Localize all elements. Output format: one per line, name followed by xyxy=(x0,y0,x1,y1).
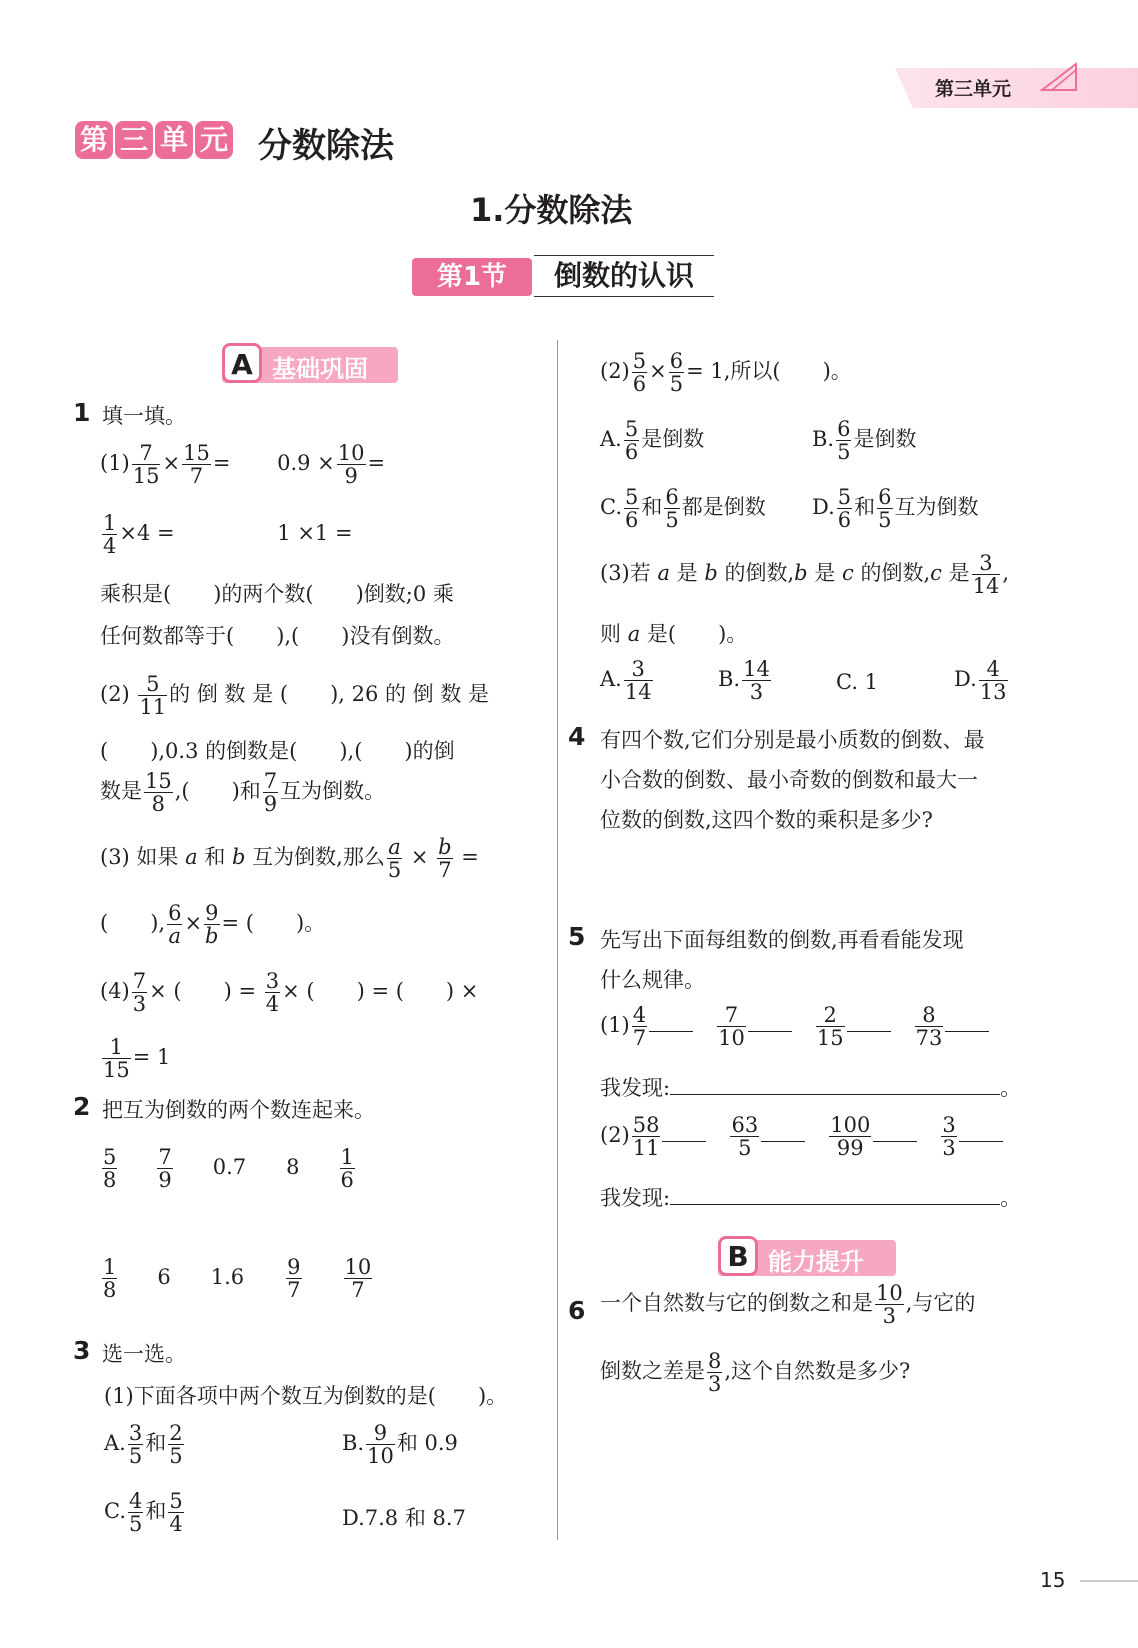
number: 8 xyxy=(286,1155,300,1180)
q2-title: 把互为倒数的两个数连起来。 xyxy=(102,1098,375,1122)
fraction: $\frac{14}{3}$ xyxy=(743,657,770,705)
fraction: $\frac{2}{5}$ xyxy=(169,1421,183,1469)
fraction: $\frac{4}{13}$ xyxy=(979,657,1007,705)
denominator: 7 xyxy=(189,464,204,489)
text: 是 xyxy=(676,561,698,586)
part-a-letter: A xyxy=(222,343,262,383)
fraction xyxy=(144,770,173,815)
q3-part3-line1: (3)若 a 是 b 的倒数,b 是 c 的倒数,c 是 $\frac{3}{14}$ , xyxy=(600,551,1010,599)
text: 是( )。 xyxy=(646,622,748,646)
denominator: 3 xyxy=(708,1372,722,1397)
fraction: $\frac{a}{5}$ xyxy=(387,835,402,883)
fraction: $\frac{5}{6}$ xyxy=(624,417,639,465)
denominator: 9 xyxy=(344,464,358,489)
fraction xyxy=(286,1256,301,1301)
q2-row1 xyxy=(100,1146,357,1191)
numerator: 1 xyxy=(103,511,117,535)
numerator: 1 xyxy=(340,1145,354,1169)
text: 我发现: xyxy=(600,1186,671,1210)
fraction xyxy=(337,442,366,487)
q1-line1: (1) $\frac{7}{15}$ × $\frac{15}{7}$ = 0.9 × $\frac{10}{9}$ = xyxy=(100,441,386,489)
question-number: 5 xyxy=(568,922,586,951)
fraction xyxy=(816,1004,845,1049)
fraction: $\frac{1}{15}$ xyxy=(103,1035,130,1083)
number: 0.7 xyxy=(212,1155,247,1180)
numerator: 3 xyxy=(942,1113,956,1137)
numerator: 10 xyxy=(337,441,365,465)
denominator: 11 xyxy=(139,695,167,720)
fraction xyxy=(263,770,278,815)
q5-line: 什么规律。 xyxy=(600,968,705,992)
question-number: 3 xyxy=(73,1336,91,1365)
answer-blank[interactable] xyxy=(847,1031,891,1032)
answer-blank[interactable] xyxy=(662,1141,706,1142)
q3-part3-line2: 则 a 是( )。 xyxy=(600,622,748,646)
text: 都是倒数 xyxy=(681,495,766,520)
fraction: $\frac{6}{5}$ xyxy=(665,485,679,533)
q3-option-d: D.7.8 和 8.7 xyxy=(342,1506,466,1530)
ruler-icon xyxy=(1040,62,1080,94)
fraction: $\frac{4}{5}$ xyxy=(129,1489,143,1537)
q1-part3-line2: ( ), $\frac{6}{a}$ × $\frac{9}{b}$ = ( )。 xyxy=(100,901,326,949)
fraction xyxy=(707,1350,722,1395)
denominator: 9 xyxy=(263,792,278,817)
q1-title: 填一填。 xyxy=(102,404,186,428)
answer-line[interactable] xyxy=(670,1204,1000,1205)
numerator: 5 xyxy=(103,1145,117,1169)
numerator: 4 xyxy=(632,1003,647,1027)
fraction xyxy=(717,1004,746,1049)
expression: ×4 = xyxy=(119,521,175,546)
q4-line: 小合数的倒数、最小奇数的倒数和最大一 xyxy=(600,768,978,792)
text: 互为倒数。 xyxy=(280,779,386,804)
section-badge: 第1节 xyxy=(412,258,532,296)
q3-part1: (1)下面各项中两个数互为倒数的是( )。 xyxy=(104,1384,508,1408)
fraction xyxy=(344,1256,373,1301)
numerator: 2 xyxy=(816,1004,845,1027)
fraction xyxy=(632,1004,647,1049)
text: = 1,所以( )。 xyxy=(686,359,852,384)
text: 和 xyxy=(204,845,226,870)
fraction: $\frac{5}{6}$ xyxy=(625,485,639,533)
answer-blank[interactable] xyxy=(873,1141,917,1142)
denominator: 6 xyxy=(340,1168,354,1193)
fraction xyxy=(132,442,161,487)
denominator: 8 xyxy=(151,792,166,817)
q1-line2 xyxy=(100,512,353,557)
text: ( ), xyxy=(100,911,166,936)
fraction xyxy=(157,1146,172,1191)
fraction xyxy=(875,1282,904,1327)
page-number: 15 xyxy=(1040,1568,1066,1592)
question-number: 6 xyxy=(568,1296,586,1325)
q1-part2-line2: ( ),0.3 的倒数是( ),( )的倒 xyxy=(100,739,455,763)
fraction: $\frac{6}{5}$ xyxy=(669,349,684,397)
q1-part2-line1 xyxy=(100,673,489,718)
answer-blank[interactable] xyxy=(761,1141,805,1142)
denominator: 4 xyxy=(103,534,117,559)
denominator: 73 xyxy=(915,1026,943,1051)
q1-part3-line1: (3) 如果 a 和 b 互为倒数,那么 $\frac{a}{5}$ × $\frac{b}{7}$ = xyxy=(100,835,479,883)
q6-line2 xyxy=(600,1350,910,1395)
text: = 1 xyxy=(132,1045,171,1070)
numerator: 9 xyxy=(287,1255,301,1279)
text: (3) 如果 xyxy=(100,845,179,870)
q3-option-a: A. $\frac{3}{5}$ 和 $\frac{2}{5}$ xyxy=(104,1421,183,1469)
text: 我发现: xyxy=(600,1076,671,1100)
number: 6 xyxy=(157,1265,171,1290)
denominator: 15 xyxy=(132,464,160,489)
denominator: 3 xyxy=(882,1304,897,1329)
fraction: $\frac{5}{6}$ xyxy=(632,349,647,397)
numerator: 63 xyxy=(731,1113,759,1137)
text: 的倒数, xyxy=(860,561,931,586)
answer-blank[interactable] xyxy=(959,1141,1003,1142)
numerator: 5 xyxy=(138,673,167,696)
part-label: (4) xyxy=(100,979,130,1004)
fraction: $\frac{6}{5}$ xyxy=(837,417,851,465)
fraction: $\frac{3}{4}$ xyxy=(265,969,280,1017)
question-number: 2 xyxy=(73,1092,91,1121)
q3-part3-option-d: D. $\frac{4}{13}$ xyxy=(954,657,1007,705)
denominator: 8 xyxy=(103,1278,117,1303)
q3-option-b: B. $\frac{9}{10}$ 和 0.9 xyxy=(342,1421,458,1469)
fraction: $\frac{b}{7}$ xyxy=(438,835,452,883)
q3-part3-option-c: C. 1 xyxy=(836,670,879,694)
q6-line1 xyxy=(600,1282,975,1327)
fraction xyxy=(941,1114,956,1159)
q3-part3-option-b: B. $\frac{14}{3}$ xyxy=(718,657,770,705)
answer-blank[interactable] xyxy=(748,1031,792,1032)
answer-blank[interactable] xyxy=(945,1031,989,1032)
part-label: (2) xyxy=(100,682,130,707)
q3-title: 选一选。 xyxy=(102,1342,186,1366)
q3-part2-option-b: B. $\frac{6}{5}$ 是倒数 xyxy=(812,417,917,465)
fraction: $\frac{7}{3}$ xyxy=(132,969,147,1017)
denominator: 3 xyxy=(942,1136,956,1161)
fraction: $\frac{3}{14}$ xyxy=(972,551,1000,599)
header-ribbon xyxy=(895,68,1138,108)
numerator: 7 xyxy=(132,442,161,465)
part-b-title: 能力提升 xyxy=(768,1248,864,1276)
fraction xyxy=(730,1114,759,1159)
numerator: 100 xyxy=(830,1113,871,1137)
q4-line: 位数的倒数,这四个数的乘积是多少? xyxy=(600,808,933,832)
q1-line4: 任何数都等于( ),( )没有倒数。 xyxy=(100,624,455,648)
text: 和 0.9 xyxy=(396,1431,458,1456)
text: 是 xyxy=(948,561,970,586)
text: 是倒数 xyxy=(853,427,917,452)
q5-discover-2: 我发现: 。 xyxy=(600,1186,1022,1210)
part-a-title: 基础巩固 xyxy=(272,355,368,383)
column-divider xyxy=(557,340,558,1540)
fraction xyxy=(138,673,167,718)
q1-part2-line3 xyxy=(100,770,385,815)
expression: 1 ×1 = xyxy=(277,521,353,546)
fraction xyxy=(632,1114,661,1159)
expression: 0.9 × xyxy=(277,451,335,476)
part-b-letter: B xyxy=(718,1236,758,1276)
unit-title: 分数除法 xyxy=(258,126,394,166)
fraction xyxy=(829,1114,871,1159)
fraction: $\frac{5}{4}$ xyxy=(169,1489,183,1537)
lesson-title: 1.分数除法 xyxy=(470,191,633,229)
fraction: $\frac{3}{14}$ xyxy=(624,657,652,705)
denominator: 5 xyxy=(738,1136,752,1161)
q1-part4-line2 xyxy=(100,1036,170,1081)
q3-part2-option-a: A. $\frac{5}{6}$ 是倒数 xyxy=(600,417,705,465)
numerator: 58 xyxy=(632,1113,660,1137)
section-title: 倒数的认识 xyxy=(534,255,714,297)
fraction: $\frac{9}{10}$ xyxy=(367,1421,394,1469)
question-number: 1 xyxy=(73,398,91,427)
text: 倒数之差是 xyxy=(600,1359,705,1384)
fraction: $\frac{6}{5}$ xyxy=(878,485,892,533)
q1-line3: 乘积是( )的两个数( )倒数;0 乘 xyxy=(100,582,454,606)
text: (3)若 xyxy=(600,561,651,586)
text: 是倒数 xyxy=(641,427,705,452)
part-label: (1) xyxy=(100,451,130,476)
numerator: 10 xyxy=(876,1281,903,1305)
q5-line: 先写出下面每组数的倒数,再看看能发现 xyxy=(600,928,964,952)
numerator: 1 xyxy=(103,1255,117,1279)
numerator: 15 xyxy=(145,769,172,793)
unit-badge-char: 元 xyxy=(195,121,233,159)
denominator: 10 xyxy=(718,1026,745,1051)
q2-row2 xyxy=(100,1256,374,1301)
numerator: 7 xyxy=(158,1145,172,1169)
unit-badge xyxy=(75,121,235,165)
number: 1.6 xyxy=(210,1265,245,1290)
fraction xyxy=(102,512,117,557)
unit-badge-char: 单 xyxy=(155,121,193,159)
fraction xyxy=(102,1256,117,1301)
unit-tab-label: 第三单元 xyxy=(935,78,1012,100)
denominator: 9 xyxy=(158,1168,172,1193)
text: ,与它的 xyxy=(905,1291,976,1316)
q4-line: 有四个数,它们分别是最小质数的倒数、最 xyxy=(600,728,985,752)
numerator: 7 xyxy=(263,769,278,793)
fraction xyxy=(102,1146,117,1191)
q5-group2: (2) $\frac{58}{11}$ $\frac{63}{5}$ $\frac{100}{99}$ $\frac{3}{3}$ xyxy=(600,1114,1003,1159)
unit-badge-char: 第 xyxy=(75,121,113,159)
denominator: 7 xyxy=(632,1026,647,1051)
q3-part3-option-a: A. $\frac{3}{14}$ xyxy=(600,657,652,705)
text: 一个自然数与它的倒数之和是 xyxy=(600,1291,873,1316)
numerator: 8 xyxy=(708,1349,722,1373)
answer-line[interactable] xyxy=(670,1094,1000,1095)
denominator: 99 xyxy=(836,1136,864,1161)
text: 的倒数, xyxy=(724,561,795,586)
answer-blank[interactable] xyxy=(649,1031,693,1032)
denominator: 8 xyxy=(103,1168,117,1193)
fraction: $\frac{6}{a}$ xyxy=(168,901,182,949)
denominator: 7 xyxy=(351,1278,365,1303)
q3-part2: (2) $\frac{5}{6}$ × $\frac{6}{5}$ = 1,所以( )。 xyxy=(600,349,852,397)
text: ,这个自然数是多少? xyxy=(724,1359,911,1384)
unit-badge-char: 三 xyxy=(115,121,153,159)
q3-option-c: C. $\frac{4}{5}$ 和 $\frac{5}{4}$ xyxy=(104,1489,183,1537)
question-number: 4 xyxy=(568,722,586,751)
q1-part4-line1: (4) $\frac{7}{3}$ × ( ) = $\frac{3}{4}$ × ( ) = ( ) × xyxy=(100,969,479,1017)
text: 是 xyxy=(814,561,836,586)
fraction: $\frac{5}{6}$ xyxy=(837,485,852,533)
page-number-rule xyxy=(1080,1580,1138,1582)
q3-part2-option-c: C. $\frac{5}{6}$ 和 $\frac{6}{5}$ 都是倒数 xyxy=(600,485,766,533)
numerator: 10 xyxy=(344,1255,372,1279)
text: ,( )和 xyxy=(174,779,261,804)
fraction: $\frac{9}{b}$ xyxy=(205,901,219,949)
denominator: 11 xyxy=(632,1136,660,1161)
numerator: 8 xyxy=(915,1004,944,1027)
numerator: 7 xyxy=(717,1004,746,1027)
denominator: 15 xyxy=(816,1026,844,1051)
q3-part2-option-d: D. $\frac{5}{6}$ 和 $\frac{6}{5}$ 互为倒数 xyxy=(812,485,979,533)
fraction xyxy=(340,1146,355,1191)
text: 互为倒数 xyxy=(894,495,979,520)
text: 的 倒 数 是 ( ), 26 的 倒 数 是 xyxy=(169,682,490,707)
q5-group1: (1) $\frac{4}{7}$ $\frac{7}{10}$ $\frac{2}{15}$ $\frac{8}{73}$ xyxy=(600,1004,989,1049)
denominator: 7 xyxy=(287,1278,301,1303)
text: 数是 xyxy=(100,779,142,804)
fraction xyxy=(182,442,211,487)
numerator: 15 xyxy=(183,441,210,465)
q5-discover-1: 我发现: 。 xyxy=(600,1076,1022,1100)
fraction: $\frac{3}{5}$ xyxy=(128,1421,143,1469)
fraction xyxy=(915,1004,944,1049)
text: 则 xyxy=(600,622,621,646)
text: 互为倒数,那么 xyxy=(252,845,385,870)
